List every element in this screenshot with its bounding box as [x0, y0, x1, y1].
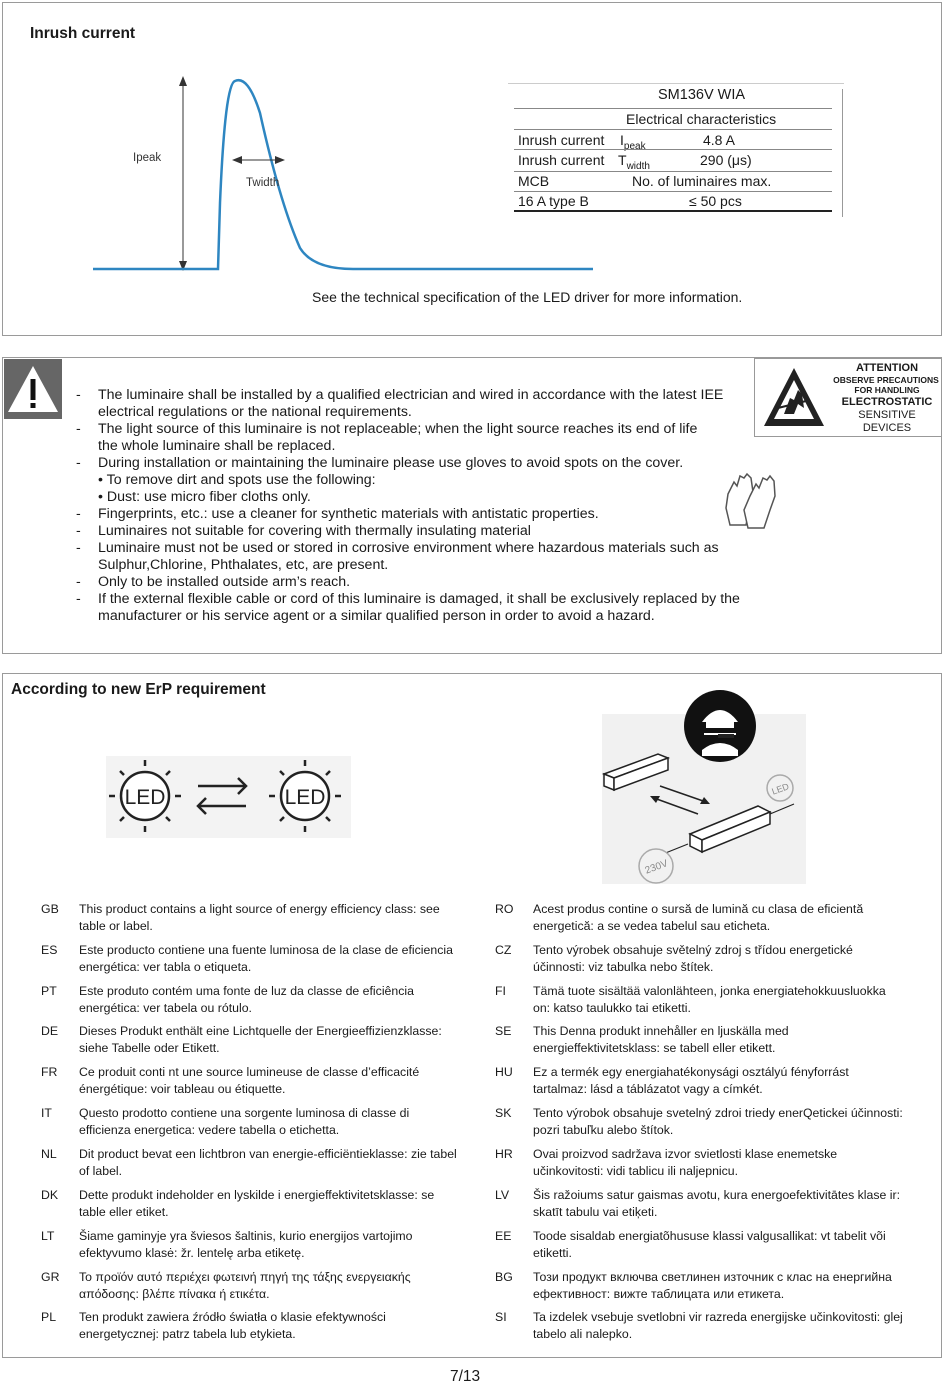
technician-icon — [684, 690, 756, 762]
led-badge-text: LED — [770, 781, 791, 797]
warning-item: - If the external flexible cable or cord of this luminaire is damaged, it shall be exclusively replaced by the manufacturer or his service agent or a similar qualified person in order to avoid a hazard. — [76, 591, 740, 624]
gloves-icon — [720, 470, 780, 532]
warning-item: - Fingerprints, etc.: use a cleaner for synthetic materials with antistatic properties. — [76, 506, 599, 522]
warning-item: - Only to be installed outside arm’s reach. — [76, 574, 351, 590]
warning-item: - Luminaires not suitable for covering with thermally insulating material — [76, 523, 531, 539]
esd-hazard-icon — [758, 364, 828, 432]
driver-note: See the technical specification of the LED driver for more information. — [312, 289, 743, 305]
led-text-left: LED — [124, 786, 166, 809]
row-mcb-value: No. of luminaires max. — [632, 173, 772, 189]
page-number: 7/13 — [450, 1368, 481, 1385]
led-replaceable-graphic — [106, 756, 351, 838]
warning-item: - Luminaire must not be used or stored in corrosive environment where hazardous materials such as Sulphur,Chlorine, Phthalates, etc, are present. — [76, 540, 719, 573]
esd-attention-label: ATTENTION OBSERVE PRECAUTIONS FOR HANDLING ELECTROSTATIC SENSITIVE DEVICES — [754, 358, 942, 437]
model-name: SM136V WIA — [658, 87, 746, 103]
led-text-right: LED — [284, 786, 326, 809]
warning-list — [76, 387, 756, 625]
ipeak-label: Ipeak — [133, 152, 162, 164]
row-16a-value: ≤ 50 pcs — [689, 193, 742, 209]
row-inrush-peak-symbol: $I_{peak}$ — [620, 132, 646, 152]
row-inrush-peak-value: 4.8 A — [703, 132, 735, 148]
row-inrush-peak-label: Inrush current — [518, 132, 605, 148]
warning-item: - The light source of this luminaire is not replaceable; when the light source reaches its end of life the whole luminaire shall be replaced. — [76, 421, 698, 454]
warning-subitem: • Dust: use micro fiber cloths only. — [98, 489, 311, 505]
row-inrush-width-label: Inrush current — [518, 152, 605, 168]
warning-subitem: • To remove dirt and spots use the following: — [98, 472, 376, 488]
voltage-badge-text: 230V — [643, 858, 670, 877]
erp-requirement-section: According to new ErP requirement LED LED LED 230V GB This product contains a light source of energy efficiency class: see table or label. ES Este producto contiene una fuente luminosa de la clase de eficiencia energética: ver tabla o etiqueta. PT Este produto contém uma fonte de luz da classe de eficiência energética: ver tabela ou rótulo. DE Dieses Produkt enthält eine Lichtquelle der Energieeffizienzklasse: siehe Tabelle oder Etikett. FR Ce produit conti nt une source lumineuse de classe d’efficacité énergétique: voir tableau ou étiquette. IT Questo prodotto contiene una sorgente luminosa di classe di efficienza energetica: vedere tabella o etichetta. NL Dit product bevat een lichtbron van energie-efficiëntieklasse: zie tabel of label. DK Dette produkt indeholder en lyskilde i energieffektivitetsklasse: se table eller etiket. LT Šiame gaminyje yra šviesos šaltinis, kurio energijos vartojimo efektyvumo klasė: žr. lentelę arba etiketę. GR Το προϊόν αυτό περιέχει φωτεινή πηγή της τάξης ενεργειακής απόδοσης: βλέπε πίνακα ή ετικέτα. PL Ten produkt zawiera źródło światła o klasie efektywności energetycznej: patrz tabela lub etykieta. RO Acest produs contine o sursă de lumină cu clasa de eficientă energetică: a se vedea tabelul sau eticheta. CZ Tento výrobek obsahuje světelný zdroj s třídou energetické účinnosti: viz tabulka nebo štítek. FI Tämä tuote sisältää valonlähteen, jonka energiatehokkuusluokka on: katso taulukko tai etiketti. SE This Denna produkt innehåller en ljuskälla med energieffektivitetsklass: se tabell eller etikett. HU Ez a termék egy energiahatékonysági osztályú fényforrást tartalmaz: lásd a táblázatot vagy a címkét. SK Tento výrobok obsahuje svetelný zdroi triedy enerQetickei účinnosti: pozri tabuľku alebo štítok. HR Ovai proizvod sadržava izvor svietlosti klase enemetske učinkovitosti: vidi tablicu ili naljepnicu. LV Šis ražoiums satur gaismas avotu, kura energoefektivitātes klase ir: skatīt tabulu vai etiķeti. EE Toode sisaldab energiatõhususe klassi valgusallikat: vt tabelit või etiketti. BG Този продукт включва светлинен източник с клас на енергийна ефективност: вижте таблицата или етикета. SI Ta izdelek vsebuje svetlobni vir razreda energijske učinkovitosti: glej tabelo ali nalepko. — [2, 673, 942, 1358]
row-inrush-width-symbol: $T_{width}$ — [618, 152, 650, 172]
inrush-title: Inrush current — [30, 25, 136, 42]
safety-warnings-section — [2, 357, 942, 654]
row-mcb-label: MCB — [518, 173, 550, 189]
row-inrush-width-value: 290 (μs) — [700, 152, 752, 168]
warning-icon — [4, 359, 62, 419]
inrush-current-section — [2, 2, 942, 336]
row-16a-label: 16 A type B — [518, 193, 589, 209]
table-header: Electrical characteristics — [626, 111, 777, 127]
erp-title: According to new ErP requirement — [11, 681, 266, 698]
twidth-label: Twidth — [246, 177, 280, 189]
warning-item: - During installation or maintaining the luminaire please use gloves to avoid spots on the cover. — [76, 455, 684, 471]
driver-replacement-illustration — [598, 684, 808, 884]
warning-item: - The luminaire shall be installed by a qualified electrician and wired in accordance with the latest IEE electrical regulations or the national requirements. — [76, 387, 724, 420]
